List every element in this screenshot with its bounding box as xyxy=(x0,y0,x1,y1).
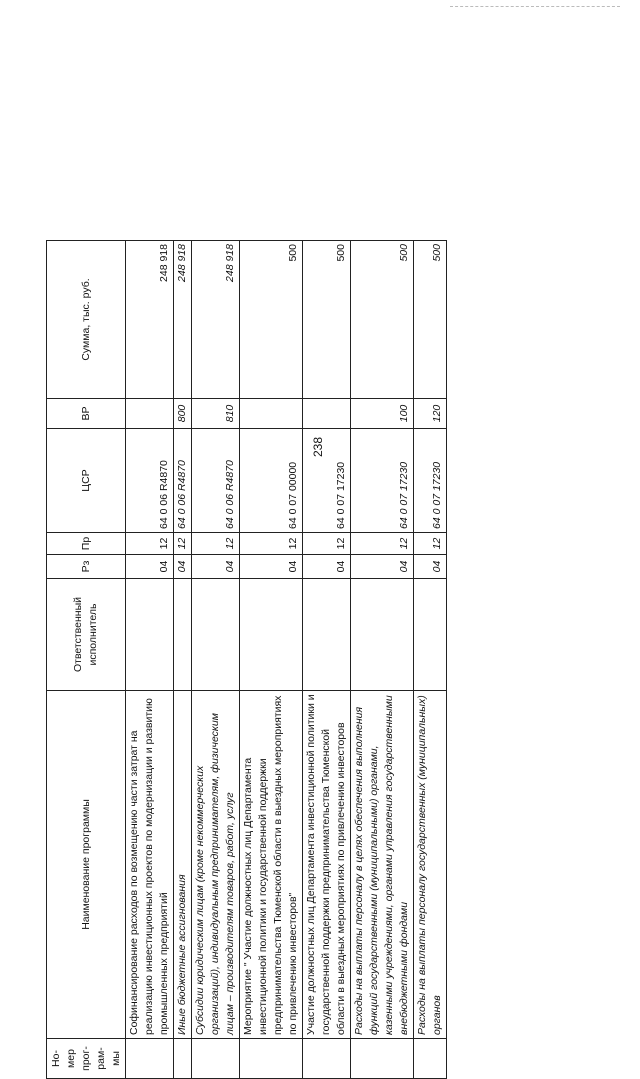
table-header xyxy=(47,241,126,1079)
cell-vr: 100 xyxy=(351,399,414,429)
cell-program-name: Расходы на выплаты персоналу государственных (муниципальных) органов xyxy=(414,691,447,1039)
cell-vr: 810 xyxy=(192,399,240,429)
cell-program-name: Софинансирование расходов по возмещению части затрат на реализацию инвестиционных проектов по модернизации и развитию промышленных предприятий xyxy=(126,691,174,1039)
cell-csr: 64 0 07 17230 xyxy=(351,429,414,533)
cell-pr: 12 xyxy=(351,533,414,555)
cell-rz: 04 xyxy=(126,555,174,579)
cell-responsible xyxy=(192,579,240,691)
cell-csr: 64 0 07 17230 xyxy=(303,429,351,533)
cell-rz: 04 xyxy=(174,555,192,579)
cell-responsible xyxy=(174,579,192,691)
cell-program-number xyxy=(351,1039,414,1079)
cell-pr: 12 xyxy=(240,533,303,555)
cell-rz: 04 xyxy=(303,555,351,579)
table-row xyxy=(351,241,414,1079)
cell-sum: 500 xyxy=(303,241,351,399)
budget-table-sheet xyxy=(46,241,544,1079)
header-responsible: Ответственный исполнитель xyxy=(47,579,126,691)
cell-program-number xyxy=(192,1039,240,1079)
table-row xyxy=(126,241,174,1079)
cell-program-number xyxy=(126,1039,174,1079)
table-row xyxy=(174,241,192,1079)
cell-program-number xyxy=(414,1039,447,1079)
header-row xyxy=(47,241,126,1079)
cell-csr: 64 0 06 R4870 xyxy=(174,429,192,533)
page-number: 238 xyxy=(311,436,325,458)
cell-responsible xyxy=(414,579,447,691)
header-pr: Пр xyxy=(47,533,126,555)
cell-rz: 04 xyxy=(192,555,240,579)
budget-program-table xyxy=(46,240,447,1079)
cell-program-name: Участие должностных лиц Департамента инвестиционной политики и государственной поддержки предпринимательства Тюменской области в выездных мероприятиях по привлечению инвесторов xyxy=(303,691,351,1039)
cell-responsible xyxy=(351,579,414,691)
table-row xyxy=(240,241,303,1079)
cell-sum: 500 xyxy=(351,241,414,399)
cell-vr xyxy=(240,399,303,429)
cell-vr: 120 xyxy=(414,399,447,429)
cell-program-number xyxy=(303,1039,351,1079)
cell-pr: 12 xyxy=(126,533,174,555)
cell-rz: 04 xyxy=(240,555,303,579)
cell-vr xyxy=(303,399,351,429)
cell-sum: 248 918 xyxy=(126,241,174,399)
cell-sum: 500 xyxy=(240,241,303,399)
cell-csr: 64 0 07 00000 xyxy=(240,429,303,533)
table-row xyxy=(303,241,351,1079)
header-csr: ЦСР xyxy=(47,429,126,533)
cell-pr: 12 xyxy=(303,533,351,555)
cell-program-name: Иные бюджетные ассигнования xyxy=(174,691,192,1039)
cell-csr: 64 0 07 17230 xyxy=(414,429,447,533)
cell-responsible xyxy=(240,579,303,691)
scan-edge-mark xyxy=(450,6,620,7)
cell-program-number xyxy=(240,1039,303,1079)
cell-program-name: Субсидии юридическим лицам (кроме некоммерческих организаций), индивидуальным предпринимателям, физическим лицам – производителям товаров, работ, услуг xyxy=(192,691,240,1039)
cell-program-name: Мероприятие " Участие должностных лиц Департамента инвестиционной политики и государственной поддержки предпринимательства Тюменской области в выездных мероприятиях по привлечению инвесторов" xyxy=(240,691,303,1039)
cell-sum: 500 xyxy=(414,241,447,399)
cell-vr: 800 xyxy=(174,399,192,429)
cell-vr xyxy=(126,399,174,429)
cell-sum: 248 918 xyxy=(174,241,192,399)
cell-csr: 64 0 06 R4870 xyxy=(192,429,240,533)
header-sum: Сумма, тыс. руб. xyxy=(47,241,126,399)
table-row xyxy=(414,241,447,1079)
header-program-name: Наименование программы xyxy=(47,691,126,1039)
header-vr: ВР xyxy=(47,399,126,429)
cell-pr: 12 xyxy=(174,533,192,555)
cell-sum: 248 918 xyxy=(192,241,240,399)
header-rz: Рз xyxy=(47,555,126,579)
table-row xyxy=(192,241,240,1079)
cell-pr: 12 xyxy=(414,533,447,555)
table-body xyxy=(126,241,447,1079)
cell-rz: 04 xyxy=(351,555,414,579)
cell-responsible xyxy=(126,579,174,691)
header-program-number: Но-мер прог-рам-мы xyxy=(47,1039,126,1079)
cell-program-number xyxy=(174,1039,192,1079)
cell-pr: 12 xyxy=(192,533,240,555)
cell-program-name: Расходы на выплаты персоналу в целях обеспечения выполнения функций государственными (муниципальными) органами, казенными учреждениями, органами управления государственными внебюджетными фондами xyxy=(351,691,414,1039)
cell-responsible xyxy=(303,579,351,691)
cell-csr: 64 0 06 R4870 xyxy=(126,429,174,533)
cell-rz: 04 xyxy=(414,555,447,579)
